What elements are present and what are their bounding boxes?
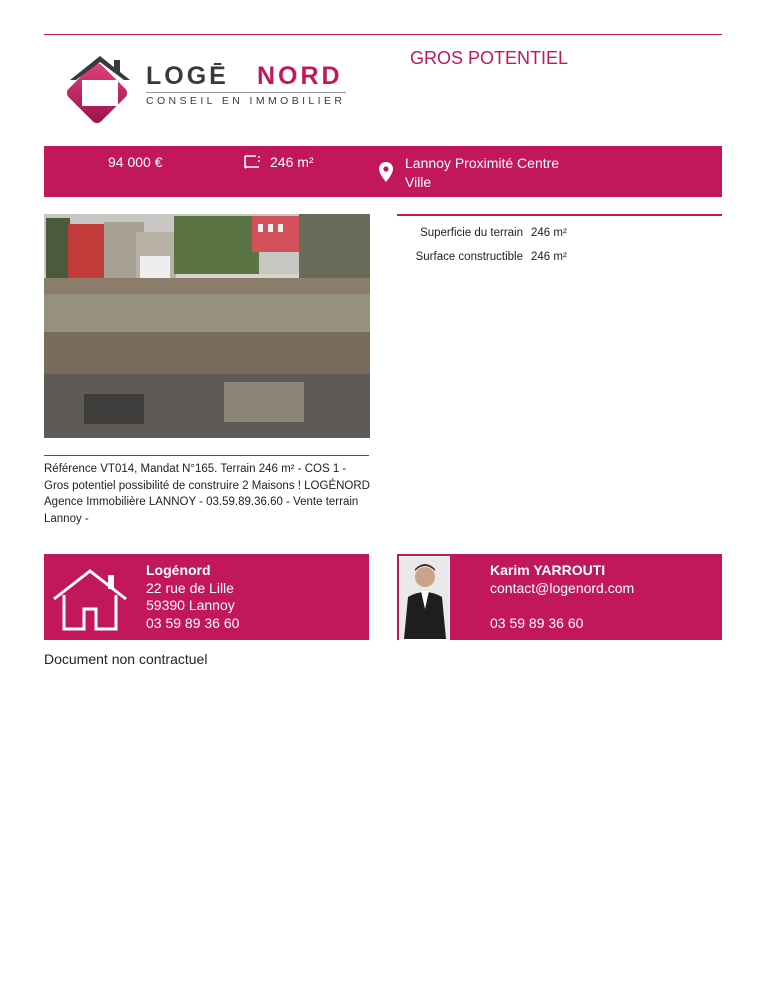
agency-info: [146, 562, 239, 632]
top-rule: [44, 34, 722, 35]
brand-rule: [146, 92, 346, 93]
brand-name-part1: LOGĒ: [146, 62, 229, 90]
avatar: [399, 556, 450, 640]
brand-name-part2: NORD: [257, 62, 343, 90]
disclaimer: Document non contractuel: [44, 651, 208, 667]
brand-tagline: CONSEIL EN IMMOBILIER: [146, 95, 346, 107]
detail-value: 246 m²: [531, 251, 567, 263]
house-icon: [50, 565, 130, 633]
detail-label: Superficie du terrain: [420, 227, 523, 239]
agency-city: 59390 Lannoy: [146, 597, 235, 613]
listing-description: Référence VT014, Mandat N°165. Terrain 246 m² - COS 1 - Gros potentiel possibilité de construire 2 Maisons ! LOGÉNORD Agence Immobilière LANNOY - 03.59.89.36.60 - Vente terrain Lannoy -: [44, 463, 370, 525]
area-icon: [243, 154, 261, 170]
agency-phone[interactable]: 03 59 89 36 60: [146, 614, 240, 631]
detail-label: Surface constructible: [415, 251, 523, 263]
agent-name: Karim YARROUTI: [490, 562, 606, 578]
agent-phone[interactable]: 03 59 89 36 60: [490, 614, 584, 631]
agent-info: [490, 562, 634, 632]
property-photo: [44, 214, 370, 438]
details-table: [397, 226, 567, 274]
location-pin-icon: [379, 162, 393, 182]
logo-house-icon: [62, 50, 140, 128]
price: 94 000 €: [108, 154, 163, 170]
agency-name: Logénord: [146, 562, 211, 578]
listing-headline: GROS POTENTIEL: [410, 48, 569, 68]
detail-row: [397, 250, 567, 274]
detail-row: [397, 226, 567, 250]
location: Lannoy Proximité Centre Ville: [405, 155, 560, 190]
agent-email[interactable]: contact@logenord.com: [490, 579, 635, 596]
agency-street: 22 rue de Lille: [146, 579, 234, 596]
details-rule: [397, 214, 722, 216]
surface-area: 246 m²: [270, 154, 314, 170]
description-rule: [44, 455, 369, 456]
detail-value: 246 m²: [531, 227, 567, 239]
